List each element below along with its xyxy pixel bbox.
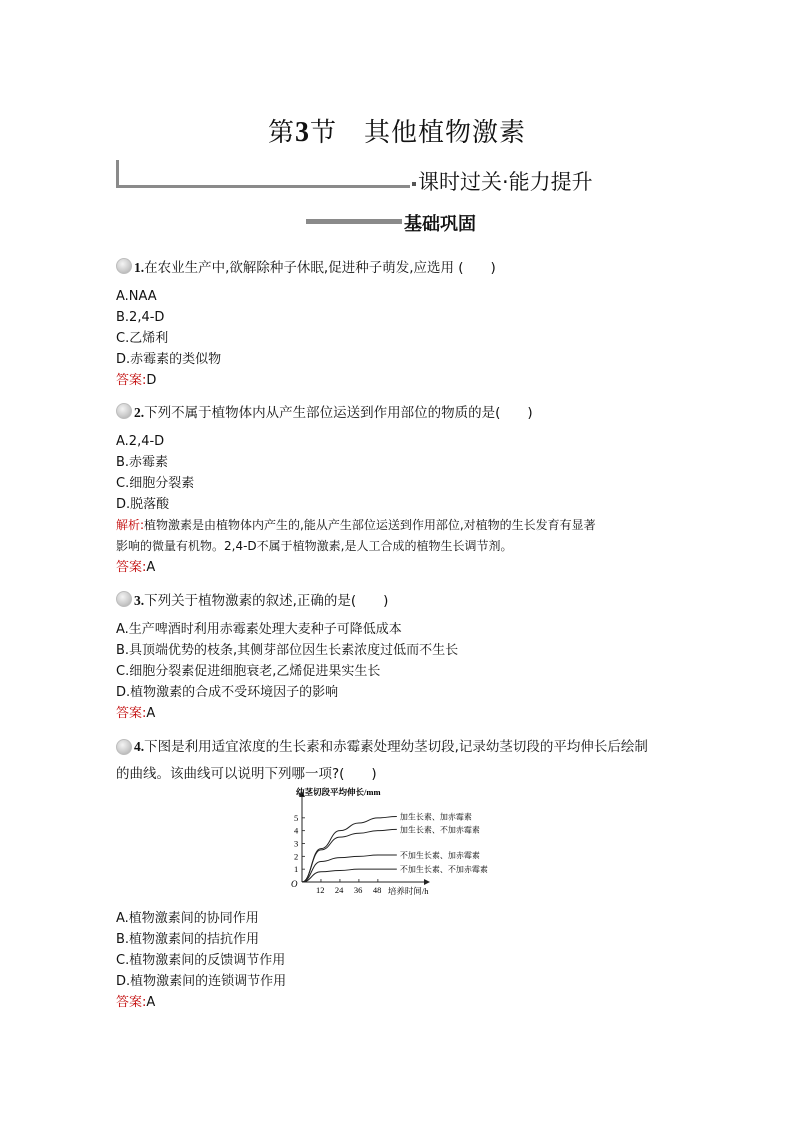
- answer-label: 答案:: [116, 706, 147, 721]
- answer-line: [116, 703, 676, 724]
- y-tick-label: 5: [294, 812, 299, 823]
- answer-value: A: [146, 560, 156, 575]
- answer-line: [116, 557, 676, 578]
- question-text: 在农业生产中,欲解除种子休眠,促进种子萌发,应选用 ( ): [144, 260, 496, 276]
- question-marker-icon: [116, 591, 132, 607]
- x-tick-label: 48: [372, 885, 382, 895]
- question-marker-icon: [116, 403, 132, 419]
- series-label: 不加生长素、不加赤霉素: [399, 865, 488, 875]
- page-title: [0, 112, 794, 149]
- x-axis-arrow: [424, 879, 430, 885]
- answer-value: A: [146, 995, 156, 1010]
- option-a: A.NAA: [116, 289, 157, 304]
- option-a: A.2,4-D: [116, 434, 165, 449]
- answer-line: [116, 370, 676, 391]
- question-4: [116, 732, 676, 786]
- analysis-label: 解析:: [116, 518, 145, 532]
- answer-value: A: [146, 706, 156, 721]
- origin-label: O: [291, 879, 298, 889]
- series-line: [302, 855, 397, 882]
- question-number: 4.: [134, 739, 145, 754]
- y-tick-label: 1: [294, 864, 299, 875]
- y-tick-label: 3: [294, 838, 299, 849]
- option-c: C.乙烯利: [116, 331, 169, 346]
- x-tick-label: 12: [315, 885, 325, 895]
- banner-dot: [412, 182, 416, 186]
- answer-label: 答案:: [116, 560, 147, 575]
- question-stem: [116, 590, 676, 612]
- question-stem: [116, 732, 676, 762]
- question-2: [116, 402, 676, 578]
- question-stem: [116, 402, 676, 424]
- question-text-2: 的曲线。该曲线可以说明下列哪一项?( ): [116, 766, 377, 782]
- question-number: 1.: [134, 260, 145, 275]
- answer-line: [116, 992, 676, 1013]
- chart-plot: [291, 787, 488, 896]
- option-b: B.赤霉素: [116, 455, 169, 470]
- option-a: A.生产啤酒时利用赤霉素处理大麦种子可降低成本: [116, 622, 402, 637]
- title-prefix: 第: [267, 118, 295, 148]
- question-1: [116, 257, 676, 391]
- elongation-chart: [280, 786, 510, 901]
- lesson-banner: [116, 160, 676, 196]
- question-number: 3.: [134, 593, 145, 608]
- option-c: C.植物激素间的反馈调节作用: [116, 953, 286, 968]
- banner-vertical-rule: [116, 160, 119, 188]
- section-bar: [306, 219, 402, 224]
- answer-label: 答案:: [116, 995, 147, 1010]
- analysis: [116, 515, 676, 536]
- option-b: B.2,4-D: [116, 310, 165, 325]
- x-tick-label: 36: [353, 885, 363, 895]
- y-axis-label: 幼茎切段平均伸长/mm: [296, 787, 381, 797]
- answer-label: 答案:: [116, 373, 147, 388]
- question-3: [116, 590, 676, 724]
- series-line: [302, 869, 397, 882]
- option-d: D.植物激素间的连锁调节作用: [116, 974, 287, 989]
- question-text: 下列关于植物激素的叙述,正确的是( ): [144, 593, 389, 609]
- series-line: [302, 817, 397, 882]
- banner-horizontal-rule: [116, 185, 410, 188]
- analysis-continued: 影响的微量有机物。2,4-D不属于植物激素,是人工合成的植物生长调节剂。: [116, 539, 513, 553]
- analysis-text-1: 植物激素是由植物体内产生的,能从产生部位运送到作用部位,对植物的生长发育有显著: [144, 518, 596, 532]
- x-tick-label: 24: [334, 885, 344, 895]
- question-number: 2.: [134, 405, 145, 420]
- option-a: A.植物激素间的协同作用: [116, 911, 259, 926]
- question-marker-icon: [116, 258, 132, 274]
- question-text-1: 下图是利用适宜浓度的生长素和赤霉素处理幼茎切段,记录幼茎切段的平均伸长后绘制: [144, 739, 648, 755]
- title-number: 3: [294, 117, 310, 148]
- question-text: 下列不属于植物体内从产生部位运送到作用部位的物质的是( ): [144, 405, 533, 421]
- option-d: D.赤霉素的类似物: [116, 352, 222, 367]
- series-label: 加生长素、加赤霉素: [399, 812, 472, 822]
- y-tick-label: 2: [294, 851, 299, 862]
- option-c: C.细胞分裂素: [116, 476, 195, 491]
- option-d: D.脱落酸: [116, 497, 170, 512]
- answer-value: D: [146, 373, 157, 388]
- series-line: [302, 829, 397, 882]
- title-suffix: 节: [309, 118, 337, 148]
- option-b: B.植物激素间的拮抗作用: [116, 932, 260, 947]
- y-tick-label: 4: [294, 825, 299, 836]
- question-stem: [116, 257, 676, 279]
- option-d: D.植物激素的合成不受环境因子的影响: [116, 685, 339, 700]
- banner-text: 课时过关·能力提升: [418, 170, 593, 194]
- title-name: 其他植物激素: [364, 118, 527, 148]
- series-label: 加生长素、不加赤霉素: [399, 825, 480, 835]
- section-text: 基础巩固: [404, 214, 476, 235]
- option-b: B.具顶端优势的枝条,其侧芽部位因生长素浓度过低而不生长: [116, 643, 459, 658]
- question-4-options: [116, 908, 676, 1013]
- series-label: 不加生长素、加赤霉素: [399, 851, 480, 861]
- x-axis-label: 培养时间/h: [387, 886, 429, 896]
- question-marker-icon: [116, 739, 132, 755]
- option-c: C.细胞分裂素促进细胞衰老,乙烯促进果实生长: [116, 664, 381, 679]
